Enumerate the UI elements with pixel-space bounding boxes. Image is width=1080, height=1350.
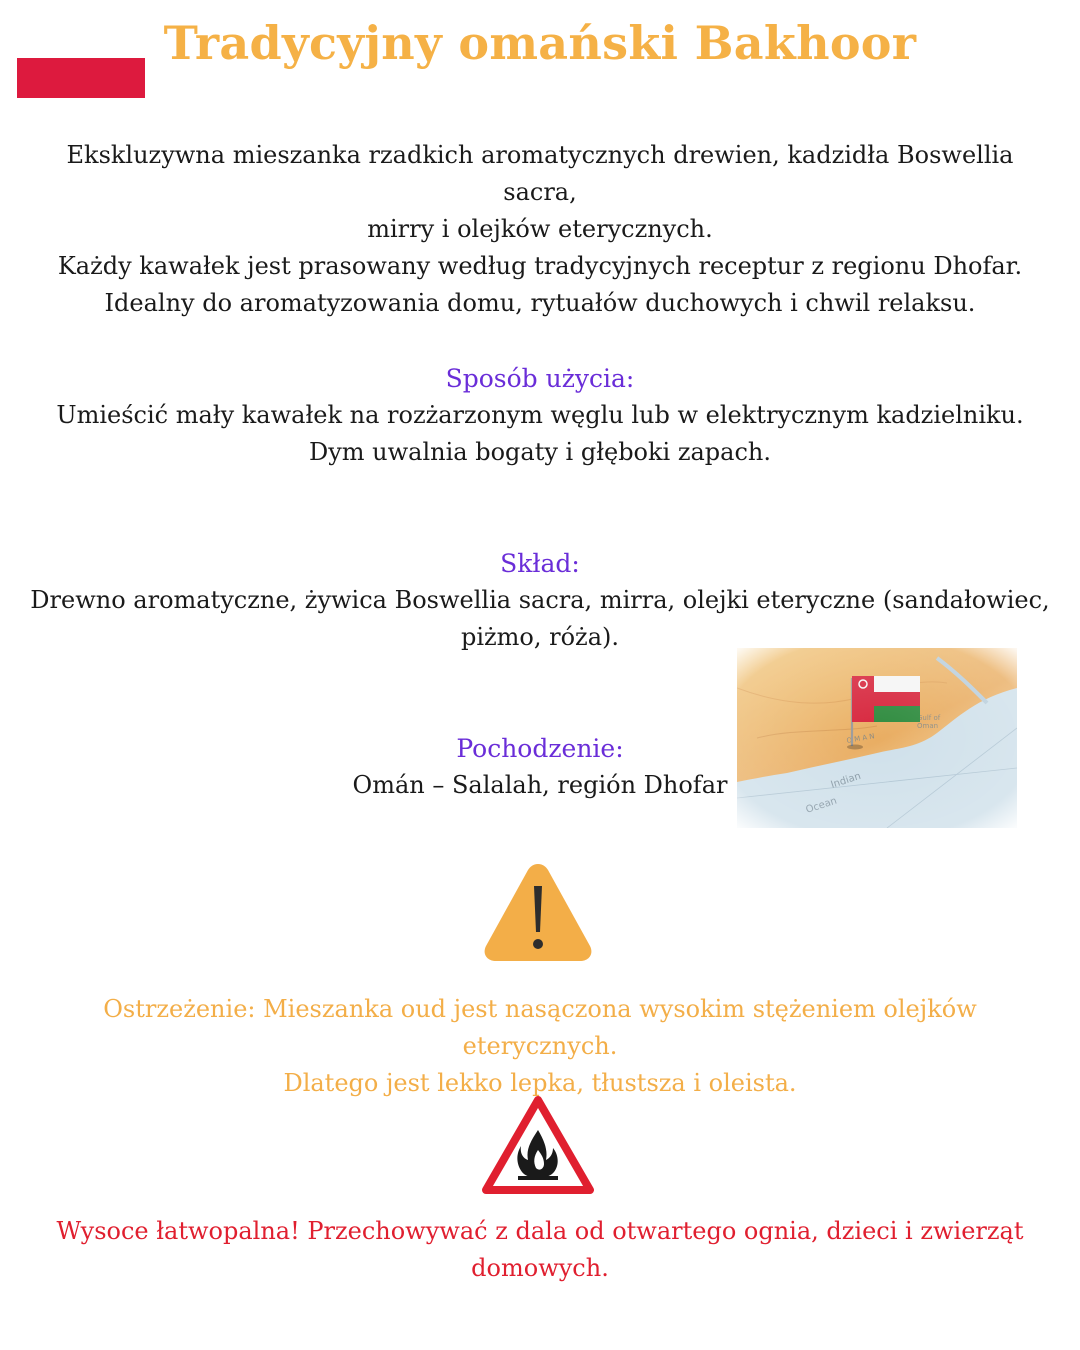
flammable-line: domowych. [471, 1254, 609, 1282]
flammable-line: Wysoce łatwopalna! Przechowywać z dala od otwartego ognia, dzieci i zwierząt [56, 1217, 1024, 1245]
page-title: Tradycyjny omański Bakhoor [163, 16, 917, 70]
intro-line: Ekskluzywna mieszanka rzadkich aromatycznych drewien, kadzidła Boswellia sacra, [66, 141, 1014, 206]
composition-line: piżmo, róża). [460, 623, 619, 651]
oman-map-image [737, 648, 1017, 828]
origin-value: Omán – Salalah, región Dhofar [352, 771, 728, 799]
flammable-hazard-icon [478, 1092, 598, 1198]
intro-line: mirry i olejków eterycznych. [367, 215, 713, 243]
usage-line: Dym uwalnia bogaty i głęboki zapach. [308, 438, 772, 466]
intro-description [30, 137, 1050, 322]
usage-section [30, 360, 1050, 471]
intro-line: Idealny do aromatyzowania domu, rytuałów duchowych i chwil relaksu. [104, 289, 976, 317]
composition-line: Drewno aromatyczne, żywica Boswellia sacra, mirra, olejki eteryczne (sandałowiec, [30, 586, 1050, 614]
origin-heading: Pochodzenie: [456, 734, 624, 763]
warning-line: Dlatego jest lekko lepka, tłustsza i oleista. [283, 1069, 797, 1097]
composition-heading: Skład: [500, 549, 580, 578]
warning-triangle-icon [480, 858, 596, 964]
usage-line: Umieścić mały kawałek na rozżarzonym węglu lub w elektrycznym kadzielniku. [56, 401, 1024, 429]
composition-section [30, 545, 1050, 656]
usage-heading: Sposób użycia: [445, 364, 635, 393]
flammable-section [30, 1213, 1050, 1287]
warning-line: Ostrzeżenie: Mieszanka oud jest nasączona wysokim stężeniem olejków eterycznych. [103, 995, 977, 1060]
warning-section [30, 991, 1050, 1102]
intro-line: Każdy kawałek jest prasowany według tradycyjnych receptur z regionu Dhofar. [57, 252, 1023, 280]
origin-section [300, 730, 780, 804]
